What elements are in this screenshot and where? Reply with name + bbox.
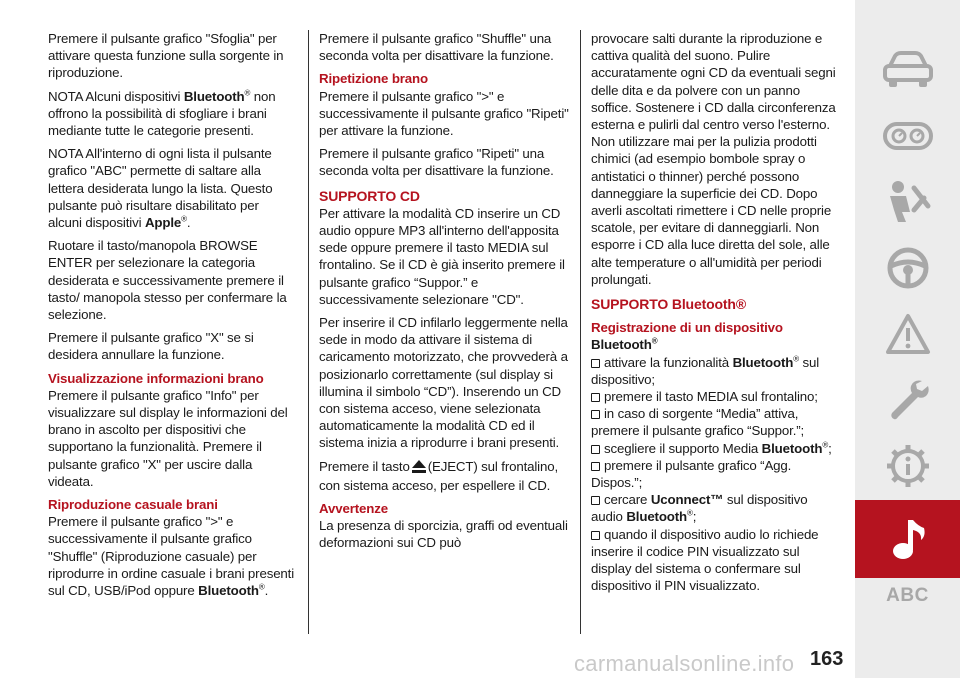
checkbox-bullet-icon [591, 496, 600, 505]
car-icon [882, 50, 934, 90]
watermark: carmanualsonline.info [574, 651, 795, 676]
paragraph [48, 88, 296, 140]
paragraph: La presenza di sporcizia, graffi od eventuali deformazioni sui CD può [319, 518, 568, 551]
brand-uconnect: Uconnect™ [650, 492, 724, 508]
registered-mark: ® [244, 88, 251, 98]
paragraph: provocare salti durante la riproduzione e cattiva qualità del suono. Pulire accuratamente ogni CD da eventuali segni delle dita e da polvere con un panno soffice. Sostenere i CD dalla circonferenza esterna e pulirli dal centro verso l'esterno. Non utilizzare mai per la pulizia prodotti chimici (ad esempio bombole spray o antistatici o thinner) perché possono danneggiare la superficie dei CD. Dopo averli ascoltati rimettere i CD nelle proprie scatole, per evitare di danneggiarli. Non esporre i CD alla luce diretta del sole, alle alte temperature o all'umidità per periodi prolungati. [591, 31, 836, 287]
paragraph: Premere il pulsante grafico "Shuffle" una seconda volta per disattivare la funzione. [319, 31, 554, 64]
text: sul dispositivo audio [591, 492, 808, 525]
paragraph: Premere il pulsante grafico "Info" per visualizzare sul display le informazioni del brano in ascolto per dispositivi che supportano la funzionalità. Premere il pulsante grafico "X" per uscire dalla videata. [48, 387, 288, 489]
brand-bluetooth: Bluetooth [198, 583, 259, 599]
list-item [591, 457, 839, 491]
registered-mark: ® [822, 440, 829, 450]
paragraph: Per attivare la modalità CD inserire un CD audio oppure MP3 all'interno dell'apposita sede oppure premere il tasto MEDIA sul frontalino. Se il CD è già inserito premere il pulsante grafico “Suppor.” e successivamente selezionare "CD". [319, 205, 565, 307]
wrench-icon [886, 377, 930, 423]
text: NOTA Alcuni dispositivi [48, 88, 184, 104]
text: NOTA All'interno di ogni lista il pulsante grafico "ABC" permette di saltare alla lettera desiderata lungo la lista. Questo pulsante può risultare disabilitato per alcuni dispositivi [48, 146, 273, 231]
list-item [591, 405, 839, 439]
text: scegliere il supporto Media [604, 440, 762, 456]
brand-bluetooth: Bluetooth [626, 509, 688, 525]
brand-bluetooth: Bluetooth [183, 88, 245, 104]
section-title: SUPPORTO Bluetooth® [591, 296, 746, 313]
steering-wheel-icon [886, 246, 930, 290]
column-divider [580, 30, 581, 634]
list-item [591, 440, 839, 457]
dashboard-icon [883, 118, 933, 154]
paragraph [48, 513, 296, 599]
paragraph [48, 145, 296, 231]
paragraph: Premere il pulsante grafico "Sfoglia" per attivare questa funzione sulla sorgente in riproduzione. [48, 31, 284, 81]
text: Premere il pulsante grafico ">" e successivamente il pulsante grafico "Shuffle" (Riproduzione casuale) per riprodurre in ordine casuale i brani presenti sul CD, USB/iPod oppure [48, 514, 295, 599]
brand-apple: Apple [144, 215, 182, 231]
music-note-icon [888, 516, 928, 562]
registered-mark: ® [258, 582, 265, 592]
text: in caso di sorgente “Media” attiva, premere il pulsante grafico “Suppor.”; [591, 406, 805, 439]
list-item [591, 491, 839, 525]
chapter-tab-maintenance[interactable] [855, 364, 960, 436]
section-heading: Riproduzione casuale brani [48, 497, 218, 513]
paragraph: Premere il pulsante grafico "Ripeti" una seconda volta per disattivare la funzione. [319, 146, 554, 179]
text: premere il tasto MEDIA sul frontalino; [604, 389, 818, 405]
brand-bluetooth: Bluetooth [591, 337, 652, 353]
chapter-tab-index[interactable]: ABC [886, 585, 929, 606]
chapter-tab-car[interactable] [855, 34, 960, 106]
text: (EJECT) sul frontalino, con sistema acceso, per espellere il CD. [319, 458, 559, 493]
text: cercare [604, 492, 651, 508]
text: non offrono la possibilità di sfogliare i brani mediante tutte le categorie presenti. [48, 88, 276, 139]
checkbox-bullet-icon [591, 462, 600, 471]
text: ; [692, 509, 697, 525]
text: Premere il tasto [319, 458, 410, 474]
warning-icon [885, 313, 931, 355]
chapter-tab-multimedia[interactable] [855, 500, 960, 578]
brand-bluetooth: Bluetooth [732, 354, 794, 370]
checkbox-bullet-icon [591, 410, 600, 419]
text: ; [828, 440, 832, 456]
page-number: 163 [810, 648, 844, 670]
list-item [591, 526, 839, 595]
text-column-2 [319, 30, 571, 648]
chapter-tab-safety[interactable] [855, 166, 960, 238]
section-heading: Visualizzazione informazioni brano [48, 370, 264, 386]
registered-mark: ® [793, 354, 799, 364]
section-heading [591, 319, 839, 353]
registered-mark: ® [687, 509, 693, 519]
checkbox-bullet-icon [591, 445, 600, 454]
checkbox-bullet-icon [591, 531, 600, 540]
section-heading: Avvertenze [319, 501, 388, 517]
section-title: SUPPORTO CD [319, 187, 420, 204]
text: . [264, 583, 269, 599]
text: attivare la funzionalità [604, 354, 733, 370]
text: sul dispositivo; [591, 354, 820, 387]
safety-icon [884, 180, 932, 224]
paragraph: Premere il pulsante grafico ">" e successivamente il pulsante grafico "Ripeti" per attivare la funzione. [319, 88, 569, 139]
paragraph: Premere il pulsante grafico "X" se si desidera annullare la funzione. [48, 330, 254, 363]
text-column-3 [591, 30, 839, 648]
text-column-1 [48, 30, 296, 648]
paragraph [319, 458, 571, 494]
brand-bluetooth: Bluetooth [761, 440, 823, 456]
paragraph: Ruotare il tasto/manopola BROWSE ENTER per selezionare la categoria desiderata e successivamente premere il tasto/ manopola stesso per confermare la selezione. [48, 238, 287, 323]
registered-mark: ® [651, 337, 658, 347]
eject-icon [412, 460, 426, 477]
section-heading: Ripetizione brano [319, 71, 428, 87]
chapter-sidebar [855, 0, 960, 678]
paragraph: Per inserire il CD infilarlo leggermente nella sede in modo da attivare il sistema di caricamento motorizzato, che provvederà a posizionarlo correttamente (sul display si illumina il simbolo “CD”). Inserendo un CD con sistema acceso, viene selezionata automaticamente la modalità CD ed il sistema inizia a riprodurre i brani presenti. [319, 315, 568, 451]
text: . [186, 215, 191, 231]
column-divider [308, 30, 309, 634]
gear-info-icon [885, 443, 931, 489]
text: Registrazione di un dispositivo [591, 320, 783, 336]
checkbox-bullet-icon [591, 359, 600, 368]
chapter-tab-emergency[interactable] [855, 298, 960, 370]
chapter-tab-dashboard[interactable] [855, 100, 960, 172]
list-item [591, 354, 839, 388]
chapter-tab-driving[interactable] [855, 232, 960, 304]
chapter-tab-technical-data[interactable] [855, 430, 960, 502]
checkbox-bullet-icon [591, 393, 600, 402]
list-item [591, 388, 839, 405]
registered-mark: ® [181, 214, 187, 224]
text: quando il dispositivo audio lo richiede inserire il codice PIN visualizzato sul display del sistema o confermare sul dispositivo il PIN visualizzato. [591, 526, 819, 594]
text: premere il pulsante grafico “Agg. Dispos.”; [591, 457, 792, 491]
